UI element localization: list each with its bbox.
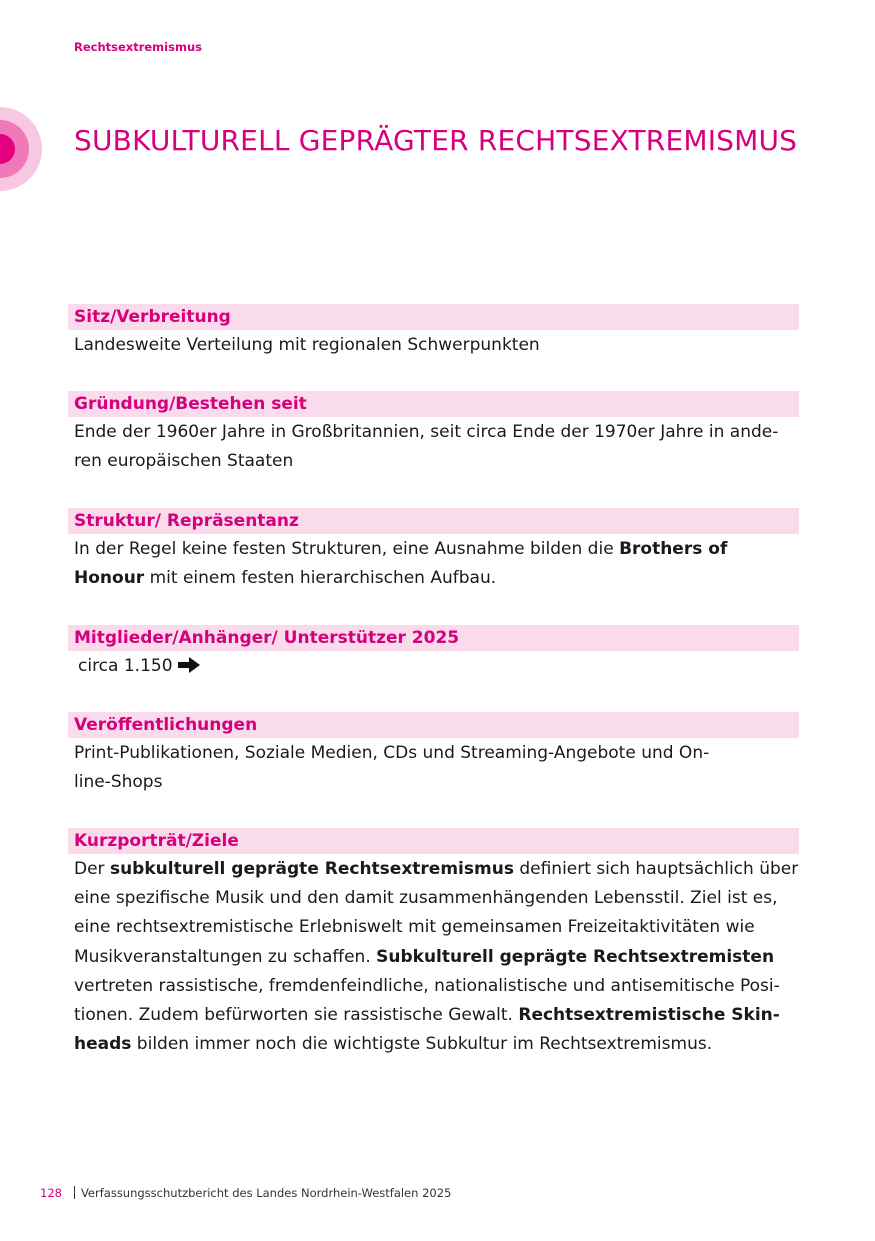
page-footer: [40, 1186, 451, 1200]
block-heading: Sitz/Verbreitung: [68, 304, 799, 330]
text-line: Ende der 1960er Jahre in Großbritannien, seit circa Ende der 1970er Jahre in ande-: [74, 422, 779, 442]
text-line: vertreten rassistische, fremdenfeindliche, nationalistische und antisemitische Posi-: [74, 975, 780, 996]
text-line: line-Shops: [74, 772, 163, 793]
text-span: tionen. Zudem befürworten sie rassistische Gewalt.: [74, 1005, 519, 1026]
bold-term: Brothers of: [619, 539, 728, 559]
text-line: [74, 564, 799, 593]
arrow-right-icon: [177, 657, 201, 673]
block-heading: Mitglieder/Anhänger/ Unterstützer 2025: [68, 625, 799, 651]
text-span: Musikveranstaltungen zu schaffen.: [74, 946, 377, 967]
footer-divider: [74, 1186, 75, 1199]
bold-term: subkulturell geprägte Rechtsextremismus: [109, 859, 514, 879]
concentric-circles-icon: [0, 107, 42, 191]
text-line: [74, 1030, 799, 1059]
text-line: [74, 943, 799, 972]
text-line: ren europäischen Staaten: [74, 451, 294, 472]
block-text: [68, 417, 799, 476]
text-line: eine spezifische Musik und den damit zusammenhängenden Lebensstil. Ziel ist es,: [74, 888, 778, 909]
section-label: Rechtsextremismus: [74, 40, 202, 54]
page-number: 128: [40, 1186, 62, 1200]
block-heading: Kurzporträt/Ziele: [68, 828, 799, 854]
info-block-mitglieder: [68, 625, 799, 681]
text-span: definiert sich hauptsächlich über: [513, 859, 799, 879]
bold-term: heads: [74, 1034, 132, 1055]
bold-term: Rechtsextremistische Skin-: [518, 1005, 780, 1026]
block-heading: Gründung/Bestehen seit: [68, 391, 799, 417]
text-line: [74, 1001, 799, 1030]
block-heading: Veröffentlichungen: [68, 712, 799, 738]
member-count: circa 1.150: [78, 656, 173, 676]
block-heading: Struktur/ Repräsentanz: [68, 508, 799, 534]
text-line: [74, 855, 799, 884]
bold-term: Subkulturell geprägte Rechtsextremisten: [376, 946, 775, 967]
block-text: [68, 534, 799, 593]
text-span: In der Regel keine festen Strukturen, eine Ausnahme bilden die: [74, 539, 620, 559]
block-text: [68, 651, 799, 681]
text-line: eine rechtsextremistische Erlebniswelt mit gemeinsamen Freizeitaktivitäten wie: [74, 917, 755, 938]
text-span: Der: [74, 859, 110, 879]
info-block-sitz: [68, 304, 799, 360]
page-title: SUBKULTURELL GEPRÄGTER RECHTSEXTREMISMUS: [74, 124, 798, 157]
text-span: bilden immer noch die wichtigste Subkultur im Rechtsextremismus.: [131, 1034, 713, 1055]
text-line: Landesweite Verteilung mit regionalen Schwerpunkten: [74, 335, 540, 355]
text-span: mit einem festen hierarchischen Aufbau.: [144, 568, 497, 589]
block-text: [68, 738, 799, 797]
text-line: [74, 652, 799, 681]
block-text: [68, 330, 799, 360]
bold-term: Honour: [74, 568, 145, 589]
info-block-struktur: [68, 508, 799, 593]
text-line: Print-Publikationen, Soziale Medien, CDs und Streaming-Angebote und On-: [74, 743, 710, 763]
block-text: [68, 854, 799, 1059]
text-line: [74, 535, 799, 564]
info-block-gruendung: [68, 391, 799, 476]
info-block-veroeffentlichungen: [68, 712, 799, 797]
info-block-kurzportraet: [68, 828, 799, 1059]
footer-text: Verfassungsschutzbericht des Landes Nordrhein-Westfalen 2025: [80, 1186, 452, 1200]
